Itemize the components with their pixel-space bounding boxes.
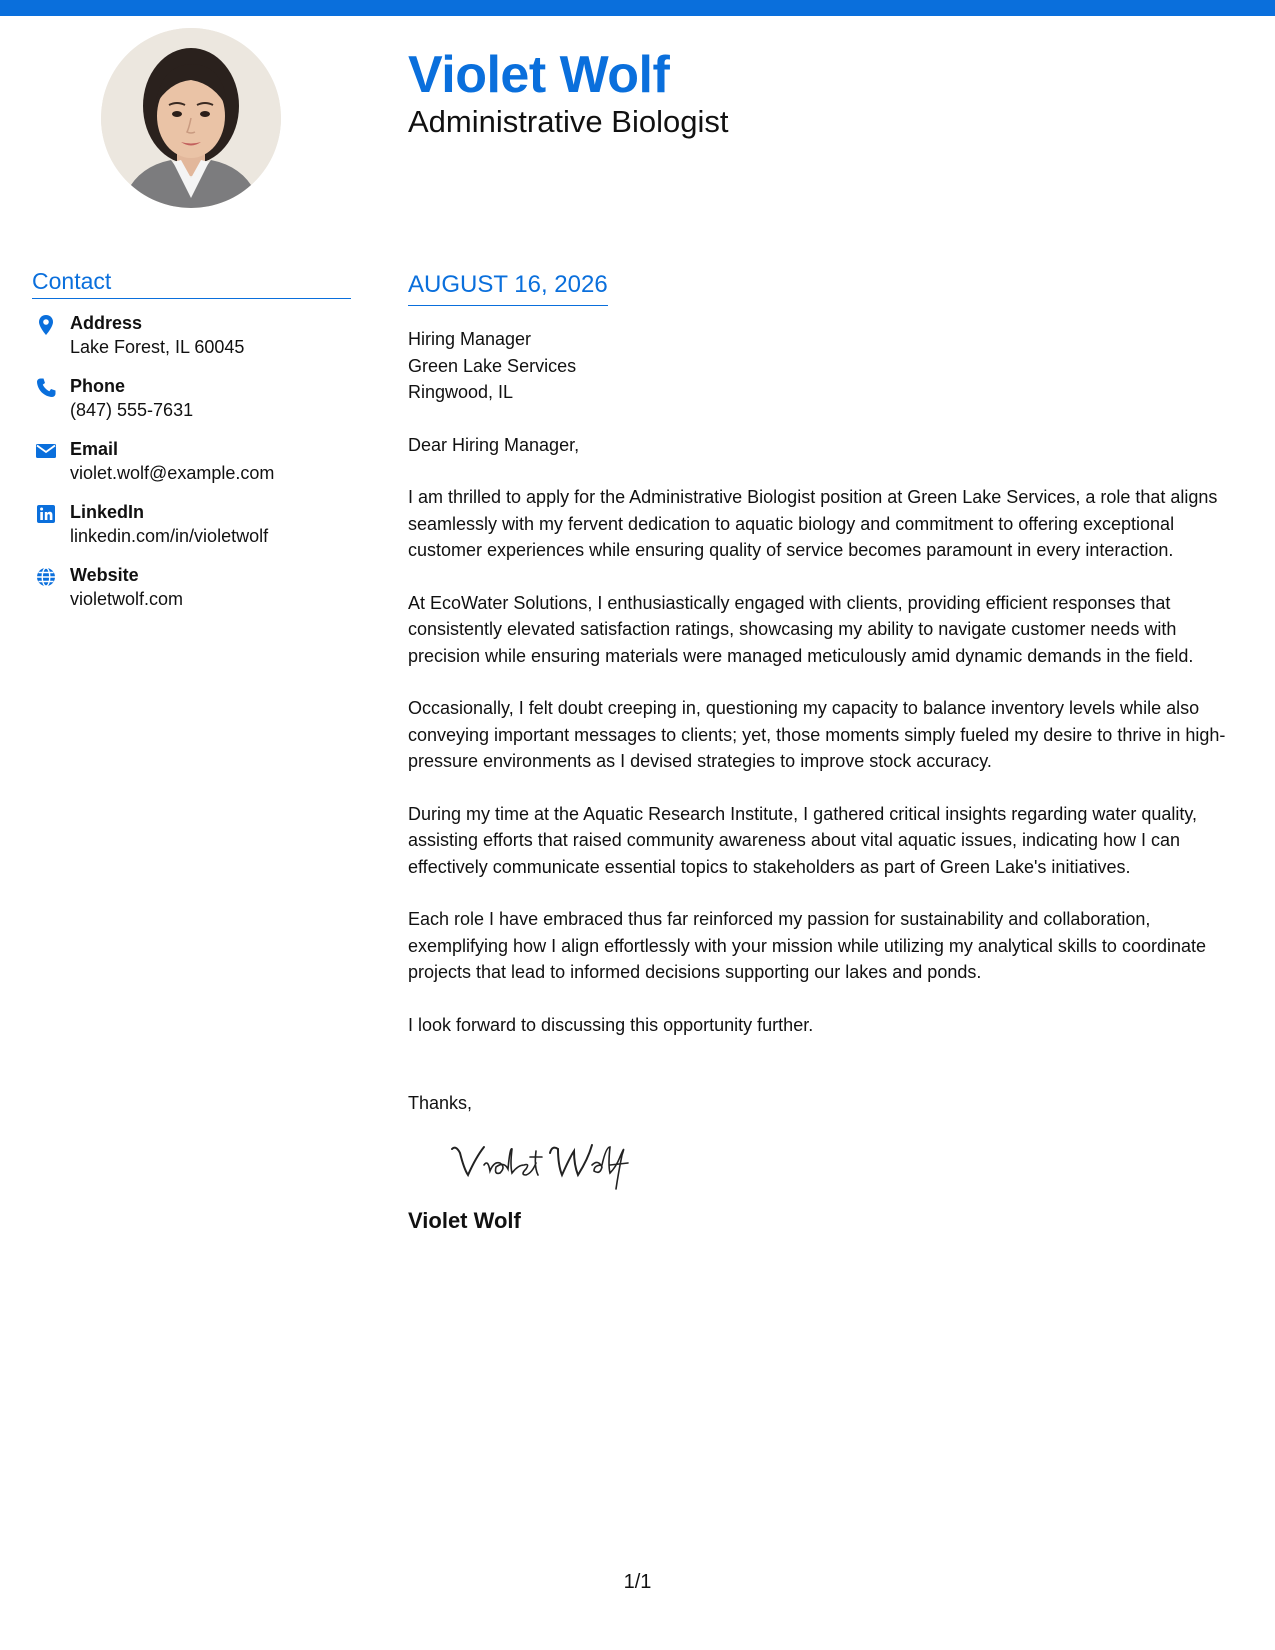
profile-photo [101, 28, 281, 208]
contact-label: Email [70, 439, 119, 459]
contact-label: Website [70, 565, 139, 585]
contact-item-email [32, 437, 351, 500]
contact-heading: Contact [32, 268, 351, 299]
applicant-name: Violet Wolf [408, 46, 670, 104]
letter-date: AUGUST 16, 2026 [408, 268, 608, 306]
email-icon [34, 439, 58, 463]
body-paragraph: I look forward to discussing this opportunity further. [408, 1014, 814, 1035]
recipient-line: Ringwood, IL [408, 382, 514, 402]
body-paragraph: At EcoWater Solutions, I enthusiastically engaged with clients, providing efficient responses that consistently elevated satisfaction ratings, showcasing my ability to navigate customer needs with precision while ensuring materials were managed meticulously amid dynamic demands in the field. [408, 592, 1194, 666]
phone-icon [34, 376, 58, 400]
recipient-line: Green Lake Services [408, 355, 577, 376]
header [408, 44, 728, 140]
website-value[interactable]: violetwolf.com [70, 589, 184, 609]
salutation: Dear Hiring Manager, [408, 434, 580, 455]
top-accent-bar [0, 0, 1275, 16]
job-title: Administrative Biologist [408, 104, 729, 139]
contact-item-address [32, 311, 351, 374]
contact-item-linkedin [32, 500, 351, 563]
linkedin-value[interactable]: linkedin.com/in/violetwolf [70, 526, 269, 546]
linkedin-icon [34, 502, 58, 526]
location-pin-icon [34, 313, 58, 337]
body-paragraph: Occasionally, I felt doubt creeping in, questioning my capacity to balance inventory levels while also conveying important messages to clients; yet, those moments simply fueled my desire to thrive in high-pressure environments as I devised strategies to improve stock accuracy. [408, 698, 1226, 771]
body-paragraph: I am thrilled to apply for the Administrative Biologist position at Green Lake Services, a role that aligns seamlessly with my fervent dedication to aquatic biology and commitment to offering exceptional customer experiences while ensuring quality of service becomes paramount in every interaction. [408, 487, 1218, 560]
contact-item-website [32, 563, 351, 626]
contact-list [32, 311, 351, 626]
handwritten-signature [446, 1135, 646, 1193]
recipient-line: Hiring Manager [408, 329, 532, 349]
body-paragraph: Each role I have embraced thus far reinforced my passion for sustainability and collaboration, exemplifying how I align effortlessly with your mission while utilizing my analytical skills to coordinate projects that lead to informed decisions supporting our lakes and ponds. [408, 909, 1207, 982]
contact-item-phone [32, 374, 351, 437]
contact-sidebar [32, 268, 351, 626]
letter-body [408, 268, 1238, 1235]
email-value[interactable]: violet.wolf@example.com [70, 463, 275, 483]
body-paragraph: During my time at the Aquatic Research Institute, I gathered critical insights regarding water quality, assisting efforts that raised community awareness about vital aquatic issues, indicating how I can effectively communicate essential topics to stakeholders as part of Green Lake's initiatives. [408, 803, 1198, 877]
contact-label: Address [70, 313, 143, 333]
contact-label: Phone [70, 376, 126, 396]
closing: Thanks, [408, 1093, 473, 1113]
phone-value: (847) 555-7631 [70, 400, 194, 420]
page-number: 1/1 [623, 1571, 652, 1593]
recipient-block [408, 326, 1238, 406]
address-value: Lake Forest, IL 60045 [70, 337, 245, 357]
contact-label: LinkedIn [70, 502, 145, 522]
globe-icon [34, 565, 58, 589]
signed-name: Violet Wolf [408, 1207, 521, 1233]
